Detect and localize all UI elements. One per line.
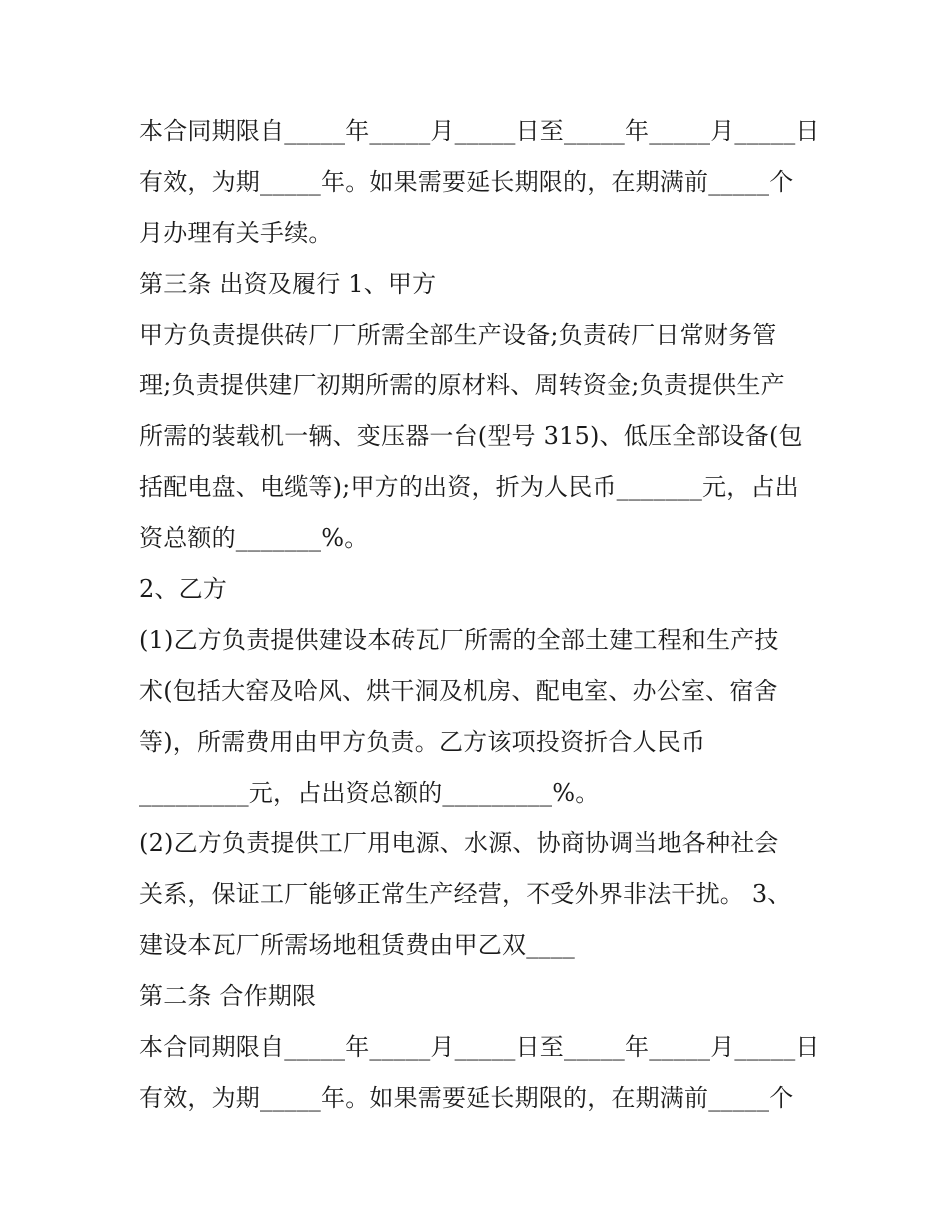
text-line-party-b-1: (1)乙方负责提供建设本砖瓦厂所需的全部土建工程和生产技: [139, 625, 779, 654]
text-line-party-b-5: (2)乙方负责提供工厂用电源、水源、协商协调当地各种社会: [139, 829, 779, 858]
text-line-term-dates-repeat: 本合同期限自_____年_____月_____日至_____年_____月_____日: [139, 1033, 820, 1062]
text-line-term-validity: 有效，为期_____年。如果需要延长期限的，在期满前_____个: [139, 167, 794, 196]
text-line-term-procedures: 月办理有关手续。: [139, 218, 333, 247]
text-line-party-a-4: 括配电盘、电缆等);甲方的出资，折为人民币_______元，占出: [139, 473, 799, 502]
text-line-party-a-1: 甲方负责提供砖厂厂所需全部生产设备;负责砖厂日常财务管: [139, 320, 777, 349]
section-heading-article-2: 第二条 合作期限: [139, 982, 317, 1011]
subheading-party-b: 2、乙方: [139, 575, 228, 604]
text-line-term-dates: 本合同期限自_____年_____月_____日至_____年_____月_____日: [139, 117, 820, 145]
text-line-term-validity-repeat: 有效，为期_____年。如果需要延长期限的，在期满前_____个: [139, 1083, 794, 1112]
text-line-party-b-2: 术(包括大窑及哈风、烘干洞及机房、配电室、办公室、宿舍: [139, 676, 778, 705]
text-line-party-b-6: 关系，保证工厂能够正常生产经营，不受外界非法干扰。 3、: [139, 880, 792, 909]
text-line-party-b-3: 等)，所需费用由甲方负责。乙方该项投资折合人民币: [139, 727, 706, 756]
text-line-party-b-4: _________元，占出资总额的_________%。: [139, 778, 600, 807]
text-line-party-a-5: 资总额的_______%。: [139, 524, 369, 553]
text-line-site-rent: 建设本瓦厂所需场地租赁费由甲乙双____: [139, 931, 575, 960]
text-line-party-a-2: 理;负责提供建厂初期所需的原材料、周转资金;负责提供生产: [139, 371, 785, 400]
text-line-party-a-3: 所需的装载机一辆、变压器一台(型号 315)、低压全部设备(包: [139, 422, 803, 451]
section-heading-article-3: 第三条 出资及履行 1、甲方: [139, 269, 437, 298]
document-page: [139, 106, 829, 1124]
